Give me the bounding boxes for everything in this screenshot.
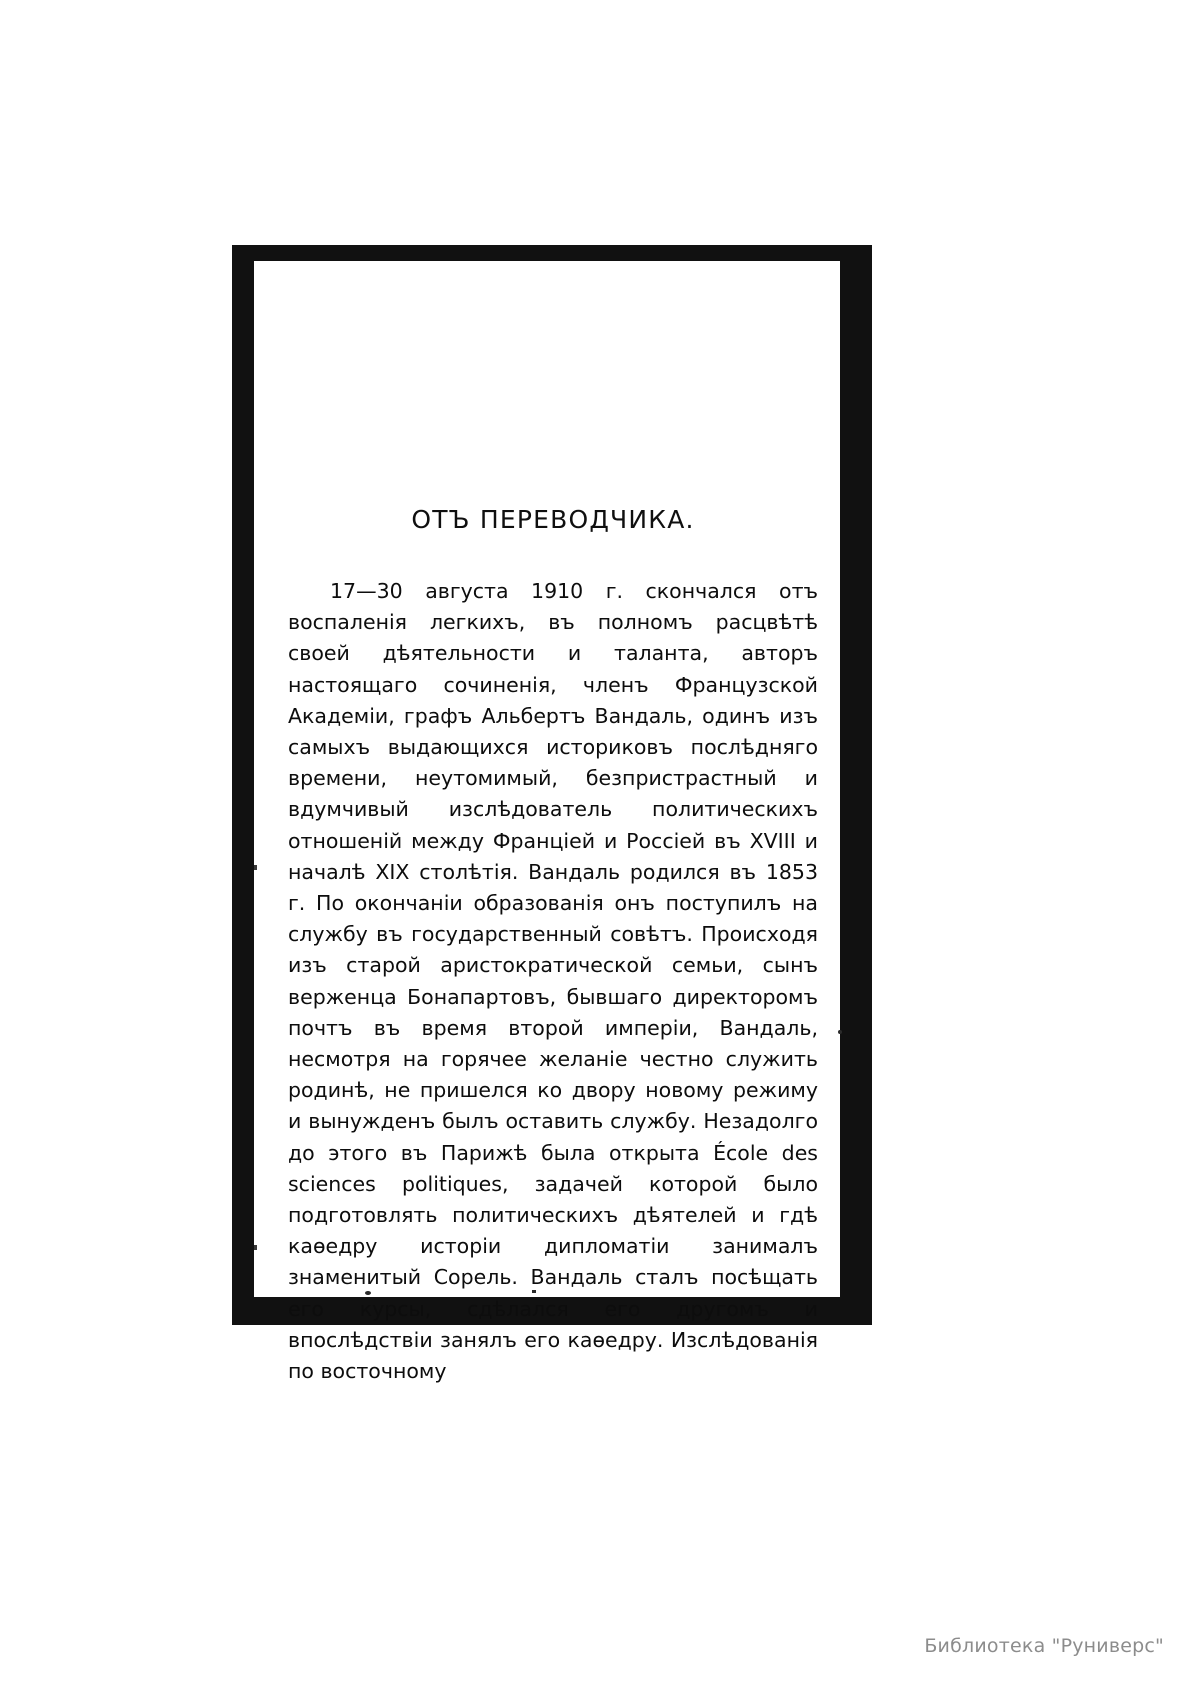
- page-edge-left: [232, 253, 254, 1321]
- page-title: ОТЪ ПЕРЕВОДЧИКА.: [411, 505, 695, 534]
- paragraph-text: 17—30 августа 1910 г. скончался отъ воспаленія легкихъ, въ полномъ расцвѣтѣ своей дѣятельности и таланта, авторъ настоящаго сочиненія, членъ Французской Академіи, графъ Альбертъ Вандаль, одинъ изъ самыхъ выдающихся историковъ послѣдняго времени, неутомимый, безпристрастный и вдумчивый изслѣдователь политическихъ отношеній между Франціей и Россіей въ XVIII и началѣ XIX столѣтія. Вандаль родился въ 1853 г. По окончаніи образованія онъ поступилъ на службу въ государственный совѣтъ. Происходя изъ старой аристократической семьи, сынъ верженца Бонапартовъ, бывшаго директоромъ почтъ въ время второй имперіи, Вандаль, несмотря на горячее желаніе честно служить родинѣ, не пришелся ко двору новому режиму и вынужденъ былъ оставить службу. Незадолго до этого въ Парижѣ была открыта École des sciences politiques, задачей которой было подготовлять политическихъ дѣятелей и гдѣ каѳедру исторіи дипломатіи занималъ знаменитый Сорель. Вандаль сталъ посѣщать его курсы, сдѣлался его другомъ и впослѣдствіи занялъ его каѳедру. Изслѣдованія по восточному: [288, 579, 818, 1384]
- page-edge-top: [232, 245, 872, 261]
- page-edge-right: [840, 255, 872, 1311]
- text-column: [288, 505, 818, 1387]
- scan-artifact-left-2: [254, 1245, 257, 1250]
- library-watermark: Библиотека "Руниверс": [924, 1635, 1164, 1657]
- scan-artifact-speck-3: [838, 1030, 842, 1034]
- scanned-page: [232, 245, 872, 1384]
- body-paragraph: [288, 576, 818, 1387]
- scan-artifact-left-1: [254, 865, 257, 870]
